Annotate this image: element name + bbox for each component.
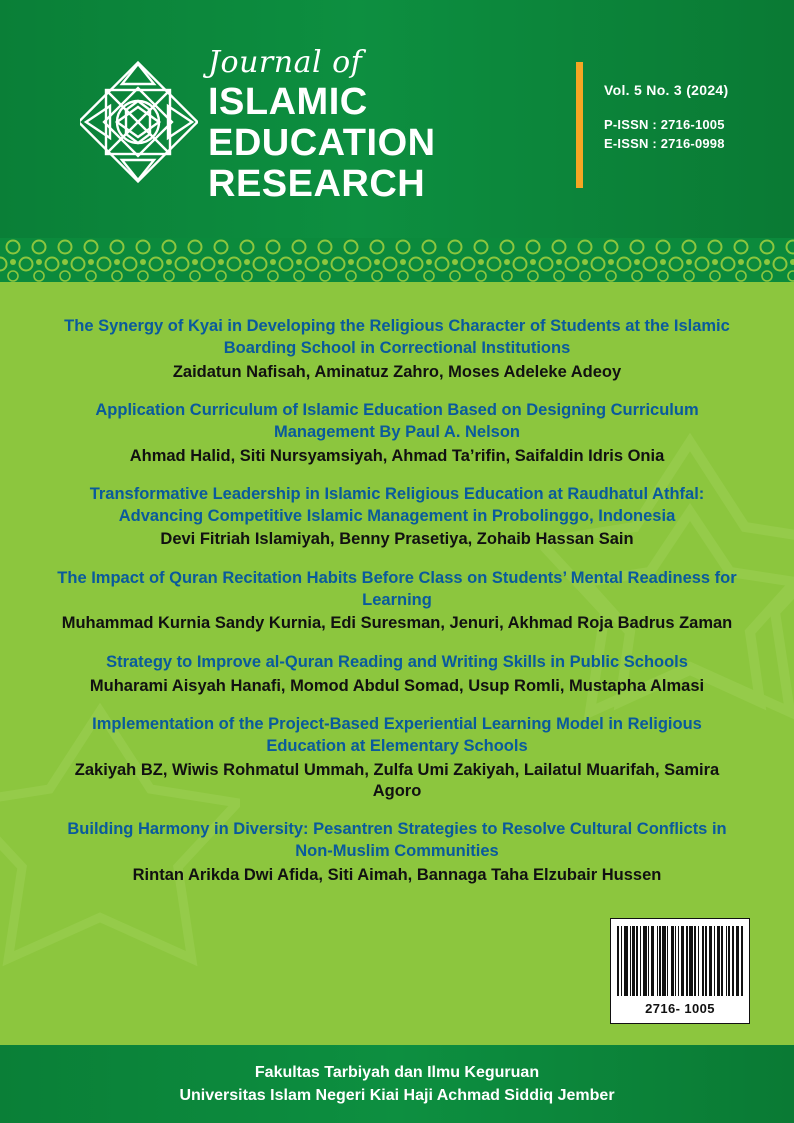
islamic-geometric-logo-icon xyxy=(80,52,198,192)
article-list xyxy=(0,316,794,903)
cover-footer xyxy=(0,1045,794,1123)
footer-university: Universitas Islam Negeri Kiai Haji Achmad Siddiq Jember xyxy=(179,1087,615,1104)
page-title xyxy=(208,82,436,205)
article-authors: Muhammad Kurnia Sandy Kurnia, Edi Suresman, Jenuri, Akhmad Roja Badrus Zaman xyxy=(61,614,733,633)
list-item xyxy=(56,400,738,467)
article-title: Strategy to Improve al-Quran Reading and Writing Skills in Public Schools xyxy=(106,652,688,671)
issue-info xyxy=(604,82,728,154)
list-item xyxy=(56,316,738,383)
article-title: Transformative Leadership in Islamic Religious Education at Raudhatul Athfal: Advancing Competitive Islamic Management in Probolinggo, Indonesia xyxy=(89,484,705,525)
barcode xyxy=(610,918,750,1024)
journal-of-label: Journal of xyxy=(208,45,363,80)
title-line-1: ISLAMIC xyxy=(208,81,368,123)
title-line-3: RESEARCH xyxy=(208,163,426,206)
barcode-number: 2716- 1005 xyxy=(645,1001,715,1016)
list-item xyxy=(56,652,738,697)
list-item xyxy=(56,819,738,886)
footer-faculty: Fakultas Tarbiyah dan Ilmu Keguruan xyxy=(254,1063,540,1081)
title-line-2: EDUCATION xyxy=(208,122,436,165)
article-title: The Impact of Quran Recitation Habits Before Class on Students’ Mental Readiness for Learning xyxy=(57,568,737,609)
e-issn-label: E-ISSN : 2716-0998 xyxy=(604,135,725,151)
list-item xyxy=(56,568,738,635)
cover-header xyxy=(0,0,794,238)
article-title: Implementation of the Project-Based Experiential Learning Model in Religious Education at Elementary Schools xyxy=(92,715,702,755)
article-title: Application Curriculum of Islamic Education Based on Designing Curriculum Management By Paul A. Nelson xyxy=(95,400,699,441)
ornament-strip xyxy=(0,238,794,282)
vertical-divider xyxy=(576,62,583,188)
list-item xyxy=(56,484,738,551)
article-authors: Devi Fitriah Islamiyah, Benny Prasetiya, Zohaib Hassan Sain xyxy=(160,530,634,549)
volume-label: Vol. 5 No. 3 (2024) xyxy=(604,82,729,98)
barcode-bars-icon xyxy=(617,926,743,996)
article-title: The Synergy of Kyai in Developing the Religious Character of Students at the Islamic Boarding School in Correctional Institutions xyxy=(64,317,730,357)
journal-title-block xyxy=(208,45,436,206)
article-title: Building Harmony in Diversity: Pesantren Strategies to Resolve Cultural Conflicts in Non-Muslim Communities xyxy=(67,820,727,861)
article-authors: Muharami Aisyah Hanafi, Momod Abdul Somad, Usup Romli, Mustapha Almasi xyxy=(89,676,705,695)
article-authors: Ahmad Halid, Siti Nursyamsiyah, Ahmad Ta’rifin, Saifaldin Idris Onia xyxy=(129,446,665,465)
article-authors: Rintan Arikda Dwi Afida, Siti Aimah, Bannaga Taha Elzubair Hussen xyxy=(132,866,662,885)
article-authors: Zaidatun Nafisah, Aminatuz Zahro, Moses Adeleke Adeoy xyxy=(172,362,622,381)
article-authors: Zakiyah BZ, Wiwis Rohmatul Ummah, Zulfa Umi Zakiyah, Lailatul Muarifah, Samira Agoro xyxy=(74,760,720,801)
p-issn-label: P-ISSN : 2716-1005 xyxy=(604,117,725,132)
list-item xyxy=(56,714,738,802)
